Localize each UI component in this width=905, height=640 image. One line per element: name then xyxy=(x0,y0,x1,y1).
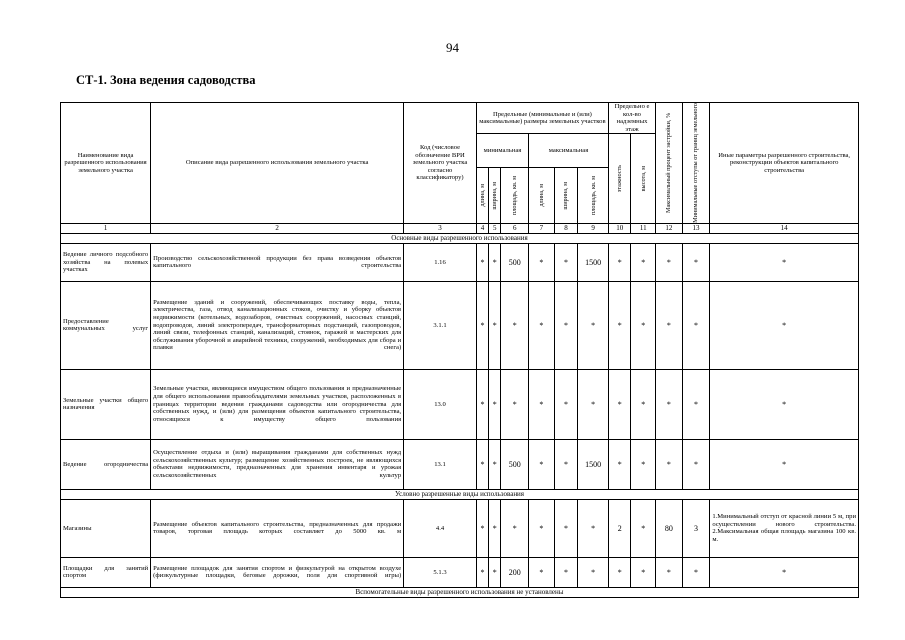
header-setback: Минимальные отступы от границ земельного xyxy=(682,103,710,224)
value-cell: * xyxy=(608,243,631,281)
header-min-width: ширина, м xyxy=(489,167,501,223)
vri-name: Земельные участки общего назначения xyxy=(61,369,151,439)
value-cell: * xyxy=(476,369,488,439)
table-row xyxy=(61,243,859,281)
column-number: 13 xyxy=(682,223,710,233)
value-cell: * xyxy=(710,243,859,281)
value-cell: * xyxy=(489,243,501,281)
zone-parameters-table xyxy=(60,102,859,598)
vri-name: Ведение огородничества xyxy=(61,439,151,489)
column-number: 6 xyxy=(501,223,529,233)
value-cell: * xyxy=(656,557,683,587)
value-cell: * xyxy=(554,499,578,557)
value-cell: 1500 xyxy=(578,439,609,489)
value-cell: 2 xyxy=(608,499,631,557)
vri-code: 4.4 xyxy=(404,499,477,557)
header-min-length: длина, м xyxy=(476,167,488,223)
value-cell: * xyxy=(631,499,656,557)
value-cell: * xyxy=(489,369,501,439)
value-cell: * xyxy=(608,557,631,587)
value-cell: * xyxy=(489,499,501,557)
value-cell: * xyxy=(578,281,609,369)
table-row xyxy=(61,557,859,587)
header-max-width: ширина, м xyxy=(554,167,578,223)
value-cell: * xyxy=(682,369,710,439)
vri-name: Предоставление коммунальных услуг xyxy=(61,281,151,369)
vri-code: 13.1 xyxy=(404,439,477,489)
section-main-uses: Основные виды разрешенного использования xyxy=(61,233,859,243)
value-cell: * xyxy=(554,557,578,587)
value-cell: * xyxy=(529,557,555,587)
column-number: 3 xyxy=(404,223,477,233)
table-row xyxy=(61,499,859,557)
value-cell: * xyxy=(608,439,631,489)
value-cell: * xyxy=(476,557,488,587)
header-plot-sizes: Предельные (минимальные и (или) максимальные) размеры земельных участков xyxy=(476,103,608,134)
column-number: 8 xyxy=(554,223,578,233)
section-conditional-uses: Условно разрешенные виды использования xyxy=(61,489,859,499)
value-cell: * xyxy=(656,439,683,489)
value-cell: 500 xyxy=(501,243,529,281)
column-number: 10 xyxy=(608,223,631,233)
value-cell: * xyxy=(501,499,529,557)
header-build-percent: Максимальный процент застройки, % xyxy=(656,103,683,224)
value-cell: * xyxy=(578,499,609,557)
table-row xyxy=(61,281,859,369)
vri-code: 3.1.1 xyxy=(404,281,477,369)
value-cell: * xyxy=(631,557,656,587)
value-cell: * xyxy=(489,439,501,489)
value-cell: 200 xyxy=(501,557,529,587)
value-cell: * xyxy=(554,281,578,369)
vri-name: Магазины xyxy=(61,499,151,557)
value-cell: * xyxy=(476,499,488,557)
value-cell: * xyxy=(554,243,578,281)
column-number: 2 xyxy=(151,223,404,233)
vri-description: Земельные участки, являющиеся имуществом общего пользования и предназначенные для общего использования правообладателями земельных участков, расположенных в границах территории ведения гражданами садоводства или огородничества для собственных нужд, и (или) для размещения объектов капитального строительства, относящихся к имуществу общего пользования xyxy=(151,369,404,439)
value-cell: * xyxy=(631,369,656,439)
header-min-area: площадь, кв. м xyxy=(501,167,529,223)
value-cell: * xyxy=(682,243,710,281)
column-number-row xyxy=(61,223,859,233)
section-auxiliary-uses: Вспомогательные виды разрешенного использования не установлены xyxy=(61,587,859,597)
value-cell: * xyxy=(656,243,683,281)
value-cell: * xyxy=(501,281,529,369)
column-number: 5 xyxy=(489,223,501,233)
header-vri-name: Наименование вида разрешенного использования земельного участка xyxy=(61,103,151,224)
value-cell: * xyxy=(529,281,555,369)
vri-code: 5.1.3 xyxy=(404,557,477,587)
value-cell: * xyxy=(529,243,555,281)
value-cell: * xyxy=(554,369,578,439)
value-cell: * xyxy=(710,439,859,489)
header-height: высота, м xyxy=(631,134,656,224)
value-cell: * xyxy=(578,369,609,439)
column-number: 11 xyxy=(631,223,656,233)
column-number: 4 xyxy=(476,223,488,233)
table-row xyxy=(61,439,859,489)
vri-description: Размещение зданий и сооружений, обеспечивающих поставку воды, тепла, электричества, газа, отвод канализационных стоков, очистку и уборку объектов недвижимости (котельных, водозаборов, очистных сооружений, насосных станций, водопроводов, линий электропередач, трансформаторных подстанций, газопроводов, линий связи, телефонных станций, канализаций, стоянок, гаражей и мастерских для обслуживания уборочной и аварийной техники, сооружений, необходимых для сбора и плавки снега) xyxy=(151,281,404,369)
column-number: 14 xyxy=(710,223,859,233)
value-cell: * xyxy=(489,557,501,587)
value-cell: 500 xyxy=(501,439,529,489)
vri-code: 1.16 xyxy=(404,243,477,281)
value-cell: * xyxy=(501,369,529,439)
vri-description: Размещение площадок для занятия спортом и физкультурой на открытом воздухе (физкультурные площадки, беговые дорожки, поля для спортивной игры) xyxy=(151,557,404,587)
value-cell: * xyxy=(656,281,683,369)
value-cell: * xyxy=(682,281,710,369)
header-floors-group: Предельно е кол-во надземных этаж xyxy=(608,103,655,134)
value-cell: * xyxy=(631,281,656,369)
value-cell: * xyxy=(554,439,578,489)
value-cell: * xyxy=(710,369,859,439)
column-number: 9 xyxy=(578,223,609,233)
header-other-params: Иные параметры разрешенного строительства, реконструкции объектов капитального строительства xyxy=(710,103,859,224)
header-vri-description: Описание вида разрешенного использования земельного участка xyxy=(151,103,404,224)
header-max-area: площадь, кв. м xyxy=(578,167,609,223)
value-cell: * xyxy=(529,499,555,557)
value-cell: * xyxy=(608,281,631,369)
value-cell: * xyxy=(631,439,656,489)
column-number: 7 xyxy=(529,223,555,233)
value-cell: * xyxy=(529,369,555,439)
page-number: 94 xyxy=(446,40,459,55)
header-maximum: максимальная xyxy=(529,134,609,168)
column-number: 12 xyxy=(656,223,683,233)
value-cell: 1500 xyxy=(578,243,609,281)
value-cell: * xyxy=(476,243,488,281)
vri-name: Площадки для занятий спортом xyxy=(61,557,151,587)
value-cell: * xyxy=(476,439,488,489)
header-vri-code: Код (числовое обозначение ВРИ земельного участка согласно классификатору) xyxy=(404,103,477,224)
vri-description: Осуществление отдыха и (или) выращивания гражданами для собственных нужд сельскохозяйственных культур; размещение хозяйственных построек, не являющихся объектами недвижимости, предназначенных для хранения инвентаря и урожая сельскохозяйственных культур xyxy=(151,439,404,489)
value-cell: * xyxy=(631,243,656,281)
value-cell: * xyxy=(476,281,488,369)
other-params: 1.Минимальный отступ от красной линии 5 м, при осуществлении нового строительства. 2.Максимальная общая площадь магазина 100 кв. м. xyxy=(710,499,859,557)
value-cell: * xyxy=(578,557,609,587)
value-cell: * xyxy=(682,557,710,587)
value-cell: * xyxy=(710,557,859,587)
table-row xyxy=(61,369,859,439)
value-cell: 3 xyxy=(682,499,710,557)
document-title: СТ-1. Зона ведения садоводства xyxy=(76,73,256,87)
vri-description: Размещение объектов капитального строительства, предназначенных для продажи товаров, торговая площадь которых составляет до 5000 кв. м xyxy=(151,499,404,557)
value-cell: 80 xyxy=(656,499,683,557)
vri-code: 13.0 xyxy=(404,369,477,439)
header-max-length: длина, м xyxy=(529,167,555,223)
vri-description: Производство сельскохозяйственной продукции без права возведения объектов капитального строительства xyxy=(151,243,404,281)
column-number: 1 xyxy=(61,223,151,233)
value-cell: * xyxy=(608,369,631,439)
vri-name: Ведение личного подсобного хозяйства на полевых участках xyxy=(61,243,151,281)
value-cell: * xyxy=(710,281,859,369)
value-cell: * xyxy=(489,281,501,369)
header-floors: этажность xyxy=(608,134,631,224)
header-minimum: минимальная xyxy=(476,134,528,168)
value-cell: * xyxy=(682,439,710,489)
value-cell: * xyxy=(656,369,683,439)
value-cell: * xyxy=(529,439,555,489)
